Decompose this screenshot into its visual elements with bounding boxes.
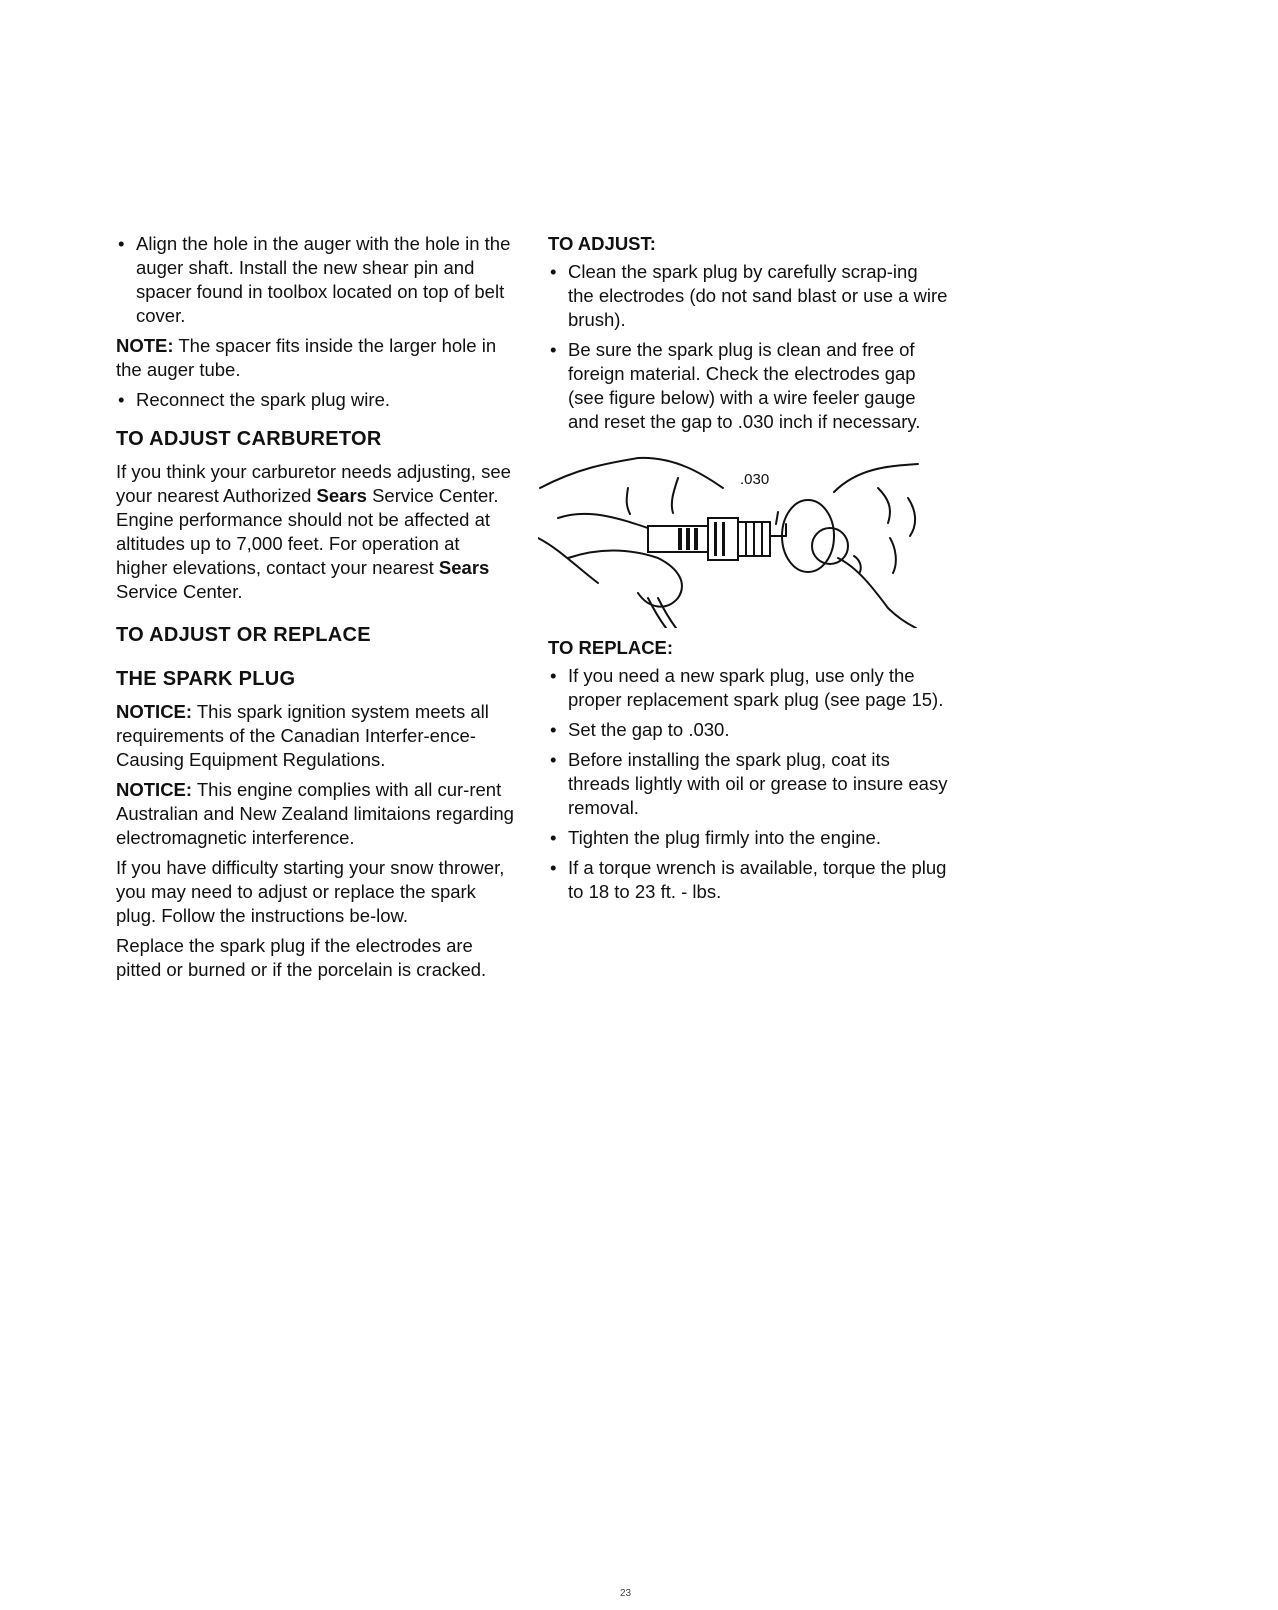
gap-measurement-label: .030 [740,471,770,488]
replace-torque-bullet: • If a torque wrench is available, torque the plug to 18 to 23 ft. - lbs. [548,856,948,904]
note-paragraph [116,334,516,382]
adjust-gap-bullet: • Be sure the spark plug is clean and free of foreign material. Check the electrodes gap (see figure below) with a wire feeler gauge and reset the gap to .030 inch if necessary. [548,338,948,434]
note-label: NOTE: [116,335,174,356]
spark-plug-heading-1: TO ADJUST OR REPLACE [116,624,371,646]
adjust-clean-bullet: • Clean the spark plug by carefully scrap-ing the electrodes (do not sand blast or use a wire brush). [548,260,948,332]
right-column [548,232,948,910]
replace-new-plug-bullet: • If you need a new spark plug, use only the proper replacement spark plug (see page 15). [548,664,948,712]
carburetor-heading: TO ADJUST CARBURETOR [116,428,382,450]
to-replace-heading: TO REPLACE: [548,637,674,658]
replace-coat-threads-bullet: • Before installing the spark plug, coat its threads lightly with oil or grease to insure easy removal. [548,748,948,820]
replace-paragraph: Replace the spark plug if the electrodes are pitted or burned or if the porcelain is cracked. [116,935,487,980]
note-text: The spacer fits inside the larger hole in the auger tube. [116,335,497,380]
notice2-text: This engine complies with all cur-rent Australian and New Zealand limitaions regarding electromagnetic interference. [116,779,514,848]
replace-tighten-bullet: • Tighten the plug firmly into the engine. [548,826,948,850]
difficulty-paragraph: If you have difficulty starting your snow thrower, you may need to adjust or replace the spark plug. Follow the instructions be-low. [116,857,505,926]
spark-plug-illustration [538,448,938,628]
spark-plug-gap-figure [538,448,938,628]
carb-text-3: Service Center. [116,581,243,602]
notice-canada [116,700,516,772]
spark-plug-heading-2: THE SPARK PLUG [116,668,296,690]
replace-set-gap-bullet: • Set the gap to .030. [548,718,948,742]
reconnect-wire-bullet: • Reconnect the spark plug wire. [116,388,516,412]
carb-text-2: Service Center. Engine performance should not be affected at altitudes up to 7,000 feet. For operation at higher elevations, contact your nearest [116,485,499,578]
shear-pin-bullet: • Align the hole in the auger with the hole in the auger shaft. Install the new shear pin and spacer found in toolbox located on top of belt cover. [116,232,516,328]
carb-sears-2: Sears [438,557,490,578]
page-number: 23 [620,1588,632,1599]
carburetor-paragraph [116,460,516,604]
notice1-text: This spark ignition system meets all requirements of the Canadian Interfer-ence-Causing Equipment Regulations. [116,701,489,770]
to-adjust-heading: TO ADJUST: [548,233,656,254]
notice1-label: NOTICE: [116,701,193,722]
notice-australia [116,778,516,850]
carb-text-1: If you think your carburetor needs adjusting, see your nearest Authorized [116,461,511,506]
carb-sears-1: Sears [316,485,367,506]
notice2-label: NOTICE: [116,779,193,800]
left-column [116,232,516,988]
